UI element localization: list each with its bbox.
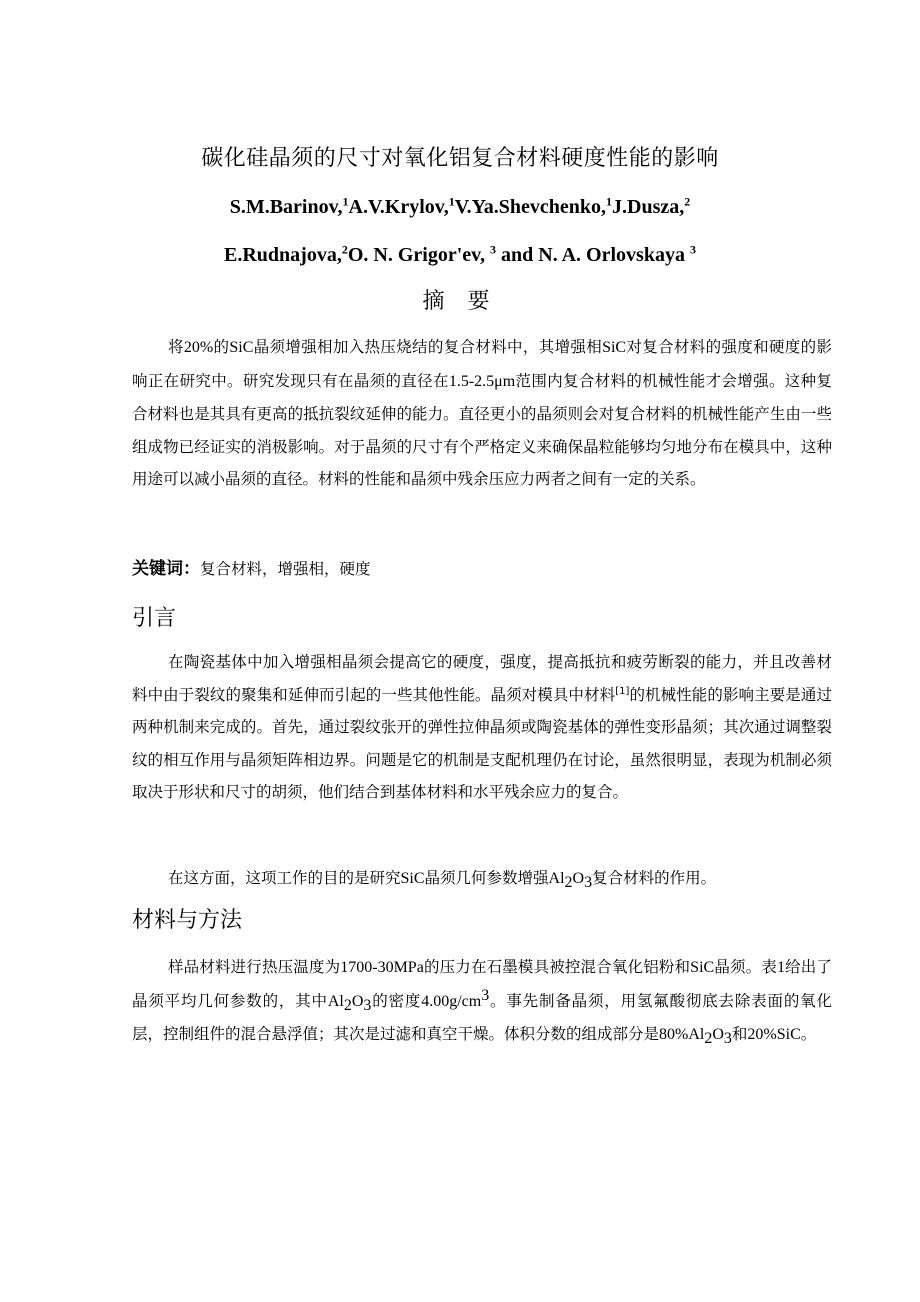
- text-span: 复合材料的作用。: [592, 869, 717, 887]
- text-span: 1700-30MPa: [340, 959, 424, 976]
- intro-paragraph-2: [132, 862, 832, 896]
- text-span: Al: [548, 870, 565, 887]
- author-name: S.M.Barinov,: [229, 196, 343, 218]
- subscript: 3: [723, 1030, 732, 1048]
- text-span: 对复合材料的强度和硬度的影响正在研究中。研究发现只有在晶须的直径在: [132, 338, 832, 390]
- text-span: SiC: [690, 959, 715, 976]
- affiliation-mark: 1: [342, 194, 349, 209]
- author-line-1: [0, 194, 920, 220]
- text-span: 。事先制备晶须，用氢氟酸彻底去除表面的氧化层，控制组件的混合悬浮值；其次是过滤和真空干燥。体积分数的组成部分是: [132, 991, 832, 1043]
- text-span: 晶须。表: [714, 958, 777, 976]
- methods-paragraph: [132, 951, 832, 1052]
- text-span: 1: [776, 959, 785, 976]
- text-span: 的压力在石墨模具被控混合氧化铝粉和: [423, 958, 691, 976]
- text-span: SiC: [400, 870, 425, 887]
- text-span: 范围内复合材料的机械性能才会增强。这种复合材料也是其具有更高的抵抗裂纹延伸的能力。直径更小的晶须则会对复合材料的机械性能产生由一些组成物已经证实的消极影响。对于晶须的尺寸有个严格定义来确保晶粒能够均匀地分布在模具中，这种用途可以减小晶须的直径。材料的性能和晶须中残余压应力两者之间有一定的关系。: [132, 371, 832, 488]
- subscript: 2: [704, 1030, 713, 1048]
- author-name: E.Rudnajova,: [224, 244, 342, 266]
- keywords-label: 关键词：: [132, 559, 200, 579]
- text-span: 。: [800, 1025, 817, 1043]
- text-span: SiC: [602, 339, 627, 356]
- text-span: 晶须增强相加入热压烧结的复合材料中，其增强相: [253, 338, 603, 356]
- abstract-paragraph: [132, 331, 832, 496]
- keywords: [132, 555, 832, 583]
- affiliation-mark: 3: [689, 242, 696, 257]
- text-span: 的密度: [371, 991, 422, 1010]
- paper-title: 碳化硅晶须的尺寸对氧化铝复合材料硬度性能的影响: [201, 146, 719, 171]
- text-span: 给出了晶须平均几何参数的，其中: [132, 958, 832, 1010]
- author-name: O. N. Grigor'ev,: [347, 244, 491, 266]
- affiliation-mark: 3: [490, 242, 497, 257]
- text-span: 20%SiC: [747, 1026, 801, 1043]
- text-span: 80%Al: [659, 1026, 705, 1043]
- affiliation-mark: 1: [448, 194, 455, 209]
- text-span: O: [572, 870, 585, 887]
- section-heading-methods: 材料与方法: [132, 908, 243, 933]
- text-span: 20%: [183, 339, 214, 356]
- keywords-text: 复合材料，增强相，硬度: [200, 560, 371, 578]
- author-name: and N. A. Orlovskaya: [496, 244, 690, 266]
- text-span: Al: [327, 992, 344, 1010]
- section-heading-introduction: 引言: [132, 606, 177, 631]
- subscript: 2: [564, 874, 573, 892]
- subscript: 3: [363, 996, 372, 1014]
- text-span: 将: [168, 338, 184, 356]
- affiliation-mark: 2: [684, 194, 691, 209]
- text-span: 1.5-2.5μm: [448, 372, 516, 390]
- text-span: 和: [731, 1025, 748, 1043]
- subscript: 3: [584, 874, 593, 892]
- text-span: 晶须几何参数增强: [424, 869, 549, 887]
- affiliation-mark: 2: [341, 242, 348, 257]
- affiliation-mark: 1: [606, 194, 613, 209]
- citation-reference: [1]: [615, 685, 630, 697]
- author-name: J.Dusza,: [612, 196, 685, 218]
- text-span: SiC: [229, 339, 254, 356]
- abstract-heading: 摘 要: [422, 289, 498, 314]
- author-name: A.V.Krylov,: [348, 196, 449, 218]
- author-line-2: [0, 242, 920, 268]
- text-span: O: [351, 992, 364, 1010]
- subscript: 2: [343, 996, 352, 1014]
- text-span: 的机械性能的影响主要是通过两种机制来完成的。首先，通过裂纹张开的弹性拉伸晶须或陶瓷基体的弹性变形晶须；其次通过调整裂纹的相互作用与晶须矩阵相边界。问题是它的机制是支配机理仍在讨论，虽然很明显，表现为机制必须取决于形状和尺寸的胡须，他们结合到基体材料和水平残余应力的复合。: [132, 685, 832, 801]
- text-span: 4.00g/cm: [421, 992, 482, 1010]
- text-span: 样品材料进行热压温度为: [168, 958, 341, 976]
- author-name: V.Ya.Shevchenko,: [454, 196, 607, 218]
- intro-paragraph-1: [132, 646, 832, 809]
- text-span: 的: [213, 338, 230, 356]
- text-span: 在陶瓷基体中加入增强相晶须会提高它的硬度，强度，提高抵抗和疲劳断裂的能力，并且改善材料中由于裂纹的聚集和延伸而引起的一些其他性能。晶须对模具中材料: [132, 653, 832, 704]
- text-span: 在这方面，这项工作的目的是研究: [168, 869, 401, 887]
- text-span: O: [712, 1026, 724, 1043]
- superscript: 3: [481, 986, 490, 1004]
